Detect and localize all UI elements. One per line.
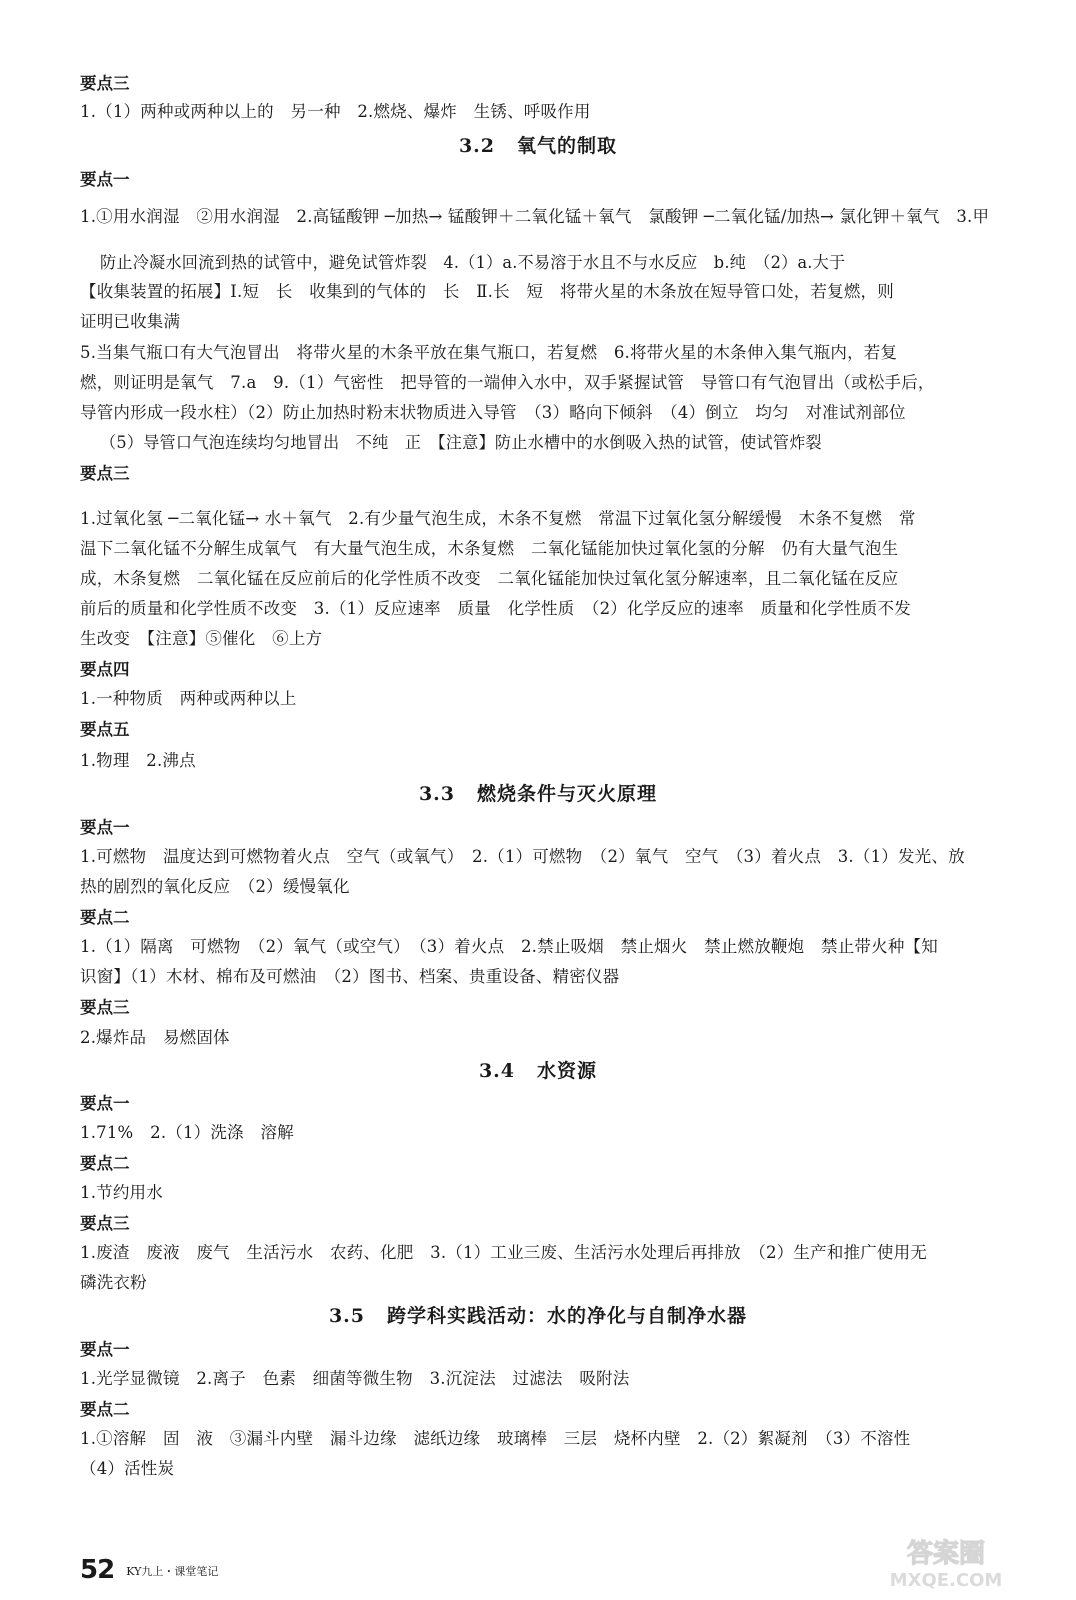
section-title-3-4: [0, 1059, 1076, 1083]
book-label: KY九上・课堂笔记: [126, 1565, 219, 1578]
answer-line: 温下二氧化锰不分解生成氧气 有大量气泡生成，木条复燃 二氧化锰能加快过氧化氢的分解 仍有大量气泡生: [80, 539, 899, 558]
point-heading: 要点三: [80, 464, 130, 483]
answer-line: 1.光学显微镜 2.离子 色素 细菌等微生物 3.沉淀法 过滤法 吸附法: [80, 1369, 630, 1388]
watermark-logo: [846, 1532, 1046, 1592]
answer-line: 热的剧烈的氧化反应 （2）缓慢氧化: [80, 877, 350, 896]
answer-line: 生改变 【注意】⑤催化 ⑥上方: [80, 629, 323, 648]
answer-line: 前后的质量和化学性质不改变 3.（1）反应速率 质量 化学性质 （2）化学反应的速率 质量和化学性质不发: [80, 599, 911, 618]
section-number: 3.4: [478, 1060, 516, 1082]
section-number: 3.3: [418, 783, 456, 805]
section-number: 3.2: [458, 135, 496, 157]
answer-line: 成，木条复燃 二氧化锰在反应前后的化学性质不改变 二氧化锰能加快过氧化氢分解速率，且二氧化锰在反应: [80, 569, 899, 588]
page-number: 52: [80, 1555, 115, 1585]
section-title-3-5: [0, 1304, 1076, 1328]
answer-line: 1.节约用水: [80, 1183, 163, 1202]
section-name: 氧气的制取: [517, 135, 618, 157]
point-heading: 要点三: [80, 998, 130, 1017]
answer-line: 5.当集气瓶口有大气泡冒出 将带火星的木条平放在集气瓶口，若复燃 6.将带火星的木条伸入集气瓶内，若复: [80, 343, 898, 362]
answer-line: 2.爆炸品 易燃固体: [80, 1028, 230, 1047]
answer-line: 证明已收集满: [80, 312, 181, 331]
point-heading: 要点二: [80, 1400, 130, 1419]
answer-line: 1.①用水润湿 ②用水润湿 2.高锰酸钾 ─加热→ 锰酸钾＋二氧化锰＋氧气 氯酸钾 ─二氧化锰/加热→ 氯化钾＋氧气 3.甲: [80, 207, 990, 226]
point-heading: 要点二: [80, 1154, 130, 1173]
answer-line: 1.可燃物 温度达到可燃物着火点 空气（或氧气） 2.（1）可燃物 （2）氧气 空气 （3）着火点 3.（1）发光、放: [80, 847, 965, 866]
point-heading: 要点一: [80, 1094, 130, 1113]
answer-line: 1.71% 2.（1）洗涤 溶解: [80, 1123, 294, 1142]
point-heading: 要点二: [80, 908, 130, 927]
answer-line: 导管内形成一段水柱）（2）防止加热时粉末状物质进入导管 （3）略向下倾斜 （4）倒立 均匀 对准试剂部位: [80, 403, 906, 422]
watermark-brand: 答案圈: [906, 1539, 986, 1569]
section-number: 3.5: [328, 1305, 366, 1327]
answer-line: 1.（1）两种或两种以上的 另一种 2.燃烧、爆炸 生锈、呼吸作用: [80, 102, 591, 121]
answer-line: （4）活性炭: [80, 1459, 175, 1478]
section-name: 水资源: [537, 1060, 598, 1082]
answer-line: 1.物理 2.沸点: [80, 751, 196, 770]
section-name: 燃烧条件与灭火原理: [477, 783, 658, 805]
answer-line: 磷洗衣粉: [80, 1273, 147, 1292]
point-heading: 要点一: [80, 170, 130, 189]
section-name: 跨学科实践活动：水的净化与自制净水器: [387, 1305, 748, 1327]
point-heading: 要点一: [80, 1340, 130, 1359]
answer-line: （5）导管口气泡连续均匀地冒出 不纯 正 【注意】防止水槽中的水倒吸入热的试管，使试管炸裂: [100, 433, 822, 452]
point-heading: 要点五: [80, 720, 130, 739]
answer-line: 1.①溶解 固 液 ③漏斗内壁 漏斗边缘 滤纸边缘 玻璃棒 三层 烧杯内壁 2.（2）絮凝剂 （3）不溶性: [80, 1429, 911, 1448]
section-title-3-2: [0, 134, 1076, 158]
answer-line: 1.过氧化氢 ─二氧化锰→ 水＋氧气 2.有少量气泡生成，木条不复燃 常温下过氧化氢分解缓慢 木条不复燃 常: [80, 509, 916, 528]
watermark-site: MXQE.COM: [889, 1570, 1003, 1591]
point-heading: 要点三: [80, 74, 130, 93]
page-footer: [80, 1555, 218, 1585]
answer-line: 识窗】（1）木材、棉布及可燃油 （2）图书、档案、贵重设备、精密仪器: [80, 967, 620, 986]
answer-line: 防止冷凝水回流到热的试管中，避免试管炸裂 4.（1）a.不易溶于水且不与水反应 b.纯 （2）a.大于: [100, 253, 846, 272]
section-title-3-3: [0, 782, 1076, 806]
answer-line: 1.一种物质 两种或两种以上: [80, 689, 297, 708]
point-heading: 要点一: [80, 818, 130, 837]
answer-line: 燃，则证明是氧气 7.a 9.（1）气密性 把导管的一端伸入水中，双手紧握试管 导管口有气泡冒出（或松手后，: [80, 373, 935, 392]
answer-line: 【收集装置的拓展】Ⅰ.短 长 收集到的气体的 长 Ⅱ.长 短 将带火星的木条放在短导管口处，若复燃，则: [80, 282, 894, 301]
answer-line: 1.废渣 废液 废气 生活污水 农药、化肥 3.（1）工业三废、生活污水处理后再排放 （2）生产和推广使用无: [80, 1243, 928, 1262]
point-heading: 要点三: [80, 1214, 130, 1233]
point-heading: 要点四: [80, 660, 130, 679]
answer-line: 1.（1）隔离 可燃物 （2）氧气（或空气） （3）着火点 2.禁止吸烟 禁止烟火 禁止燃放鞭炮 禁止带火种【知: [80, 937, 938, 956]
